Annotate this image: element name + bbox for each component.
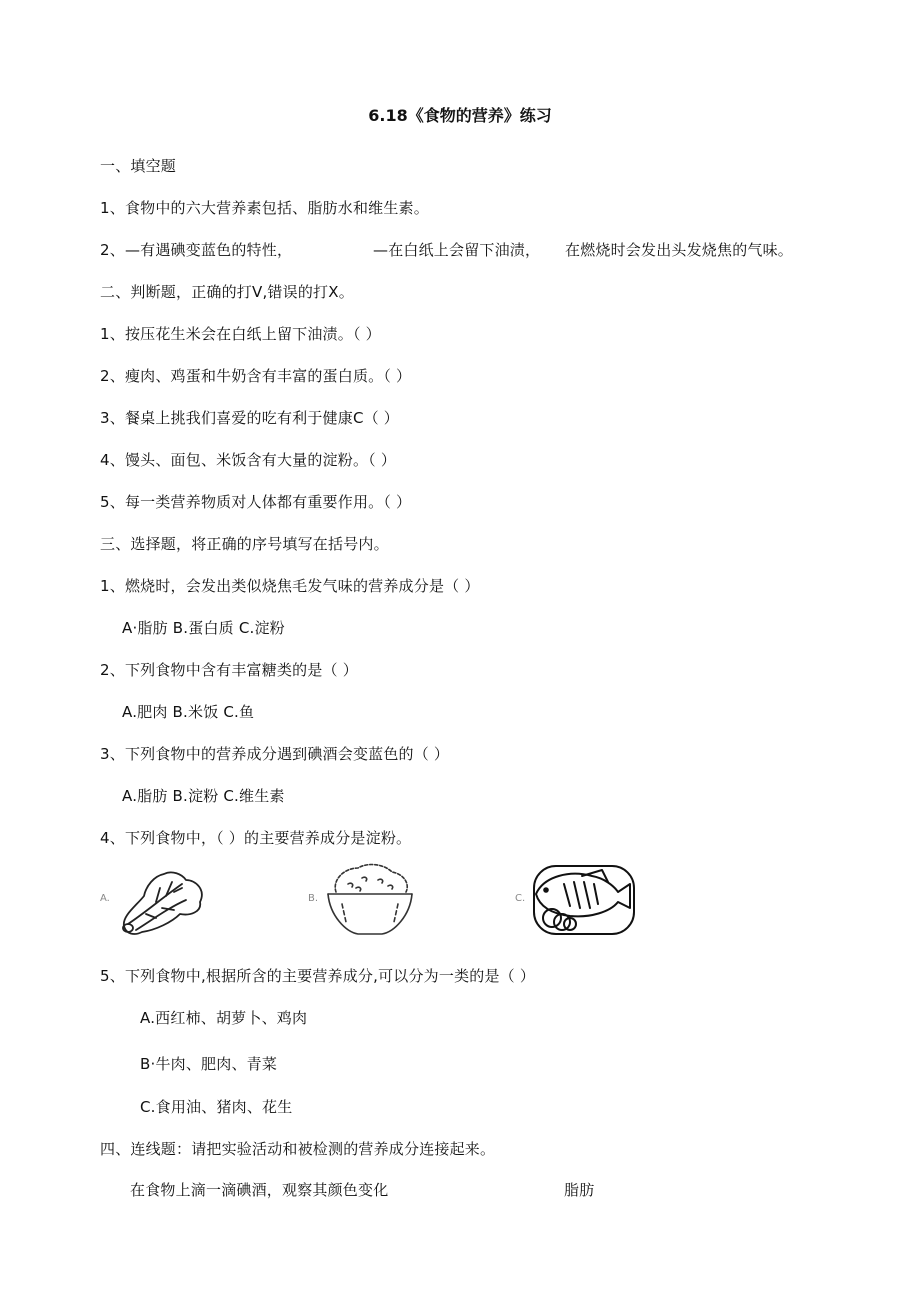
answer-options: A·脂肪 B.蛋白质 C.淀粉 [122,619,285,637]
matching-right-item: 脂肪 [564,1181,595,1199]
answer-options: A.肥肉 B.米饭 C.鱼 [122,703,255,721]
matching-left-item: 在食物上滴一滴碘酒，观察其颜色变化 [130,1181,389,1199]
section-heading-fill-in: 一、填空题 [100,157,177,175]
question-text: 5、每一类营养物质对人体都有重要作用。（ ） [100,493,412,511]
figure-label: C. [515,893,526,904]
answer-options: A.脂肪 B.淀粉 C.维生素 [122,787,285,805]
question-text: 在燃烧时会发出头发烧焦的气味。 [565,241,794,259]
question-text: 2、下列食物中含有丰富糖类的是（ ） [100,661,358,679]
fish-plate-icon [530,862,638,938]
question-text: —在白纸上会留下油渍， [373,241,541,259]
figure-label: A. [100,893,110,904]
question-text: 4、馒头、面包、米饭含有大量的淀粉。（ ） [100,451,397,469]
answer-option: B·牛肉、肥肉、青菜 [140,1055,278,1073]
question-text: 3、餐桌上挑我们喜爱的吃有利于健康C（ ） [100,409,399,427]
section-heading-multiple-choice: 三、选择题，将正确的序号填写在括号内。 [100,535,389,553]
section-heading-true-false: 二、判断题，正确的打V,错误的打X。 [100,283,354,301]
answer-option: C.食用油、猪肉、花生 [140,1098,293,1116]
question-text: 4、下列食物中，（ ）的主要营养成分是淀粉。 [100,829,412,847]
question-text: 3、下列食物中的营养成分遇到碘酒会变蓝色的（ ） [100,745,450,763]
question-text: 5、下列食物中,根据所含的主要营养成分,可以分为一类的是（ ） [100,967,536,985]
figure-label: B. [308,893,319,904]
section-heading-matching: 四、连线题：请把实验活动和被检测的营养成分连接起来。 [100,1140,496,1158]
cabbage-icon [116,866,208,938]
answer-option: A.西红柿、胡萝卜、鸡肉 [140,1009,308,1027]
question-text: 1、食物中的六大营养素包括、脂肪水和维生素。 [100,199,429,217]
page-title: 6.18《食物的营养》练习 [368,106,552,125]
rice-bowl-icon [322,860,418,940]
question-text: 1、燃烧时，会发出类似烧焦毛发气味的营养成分是（ ） [100,577,480,595]
question-text: 2、瘦肉、鸡蛋和牛奶含有丰富的蛋白质。（ ） [100,367,412,385]
question-text: 1、按压花生米会在白纸上留下油渍。（ ） [100,325,381,343]
question-text: 2、—有遇碘变蓝色的特性， [100,241,293,259]
